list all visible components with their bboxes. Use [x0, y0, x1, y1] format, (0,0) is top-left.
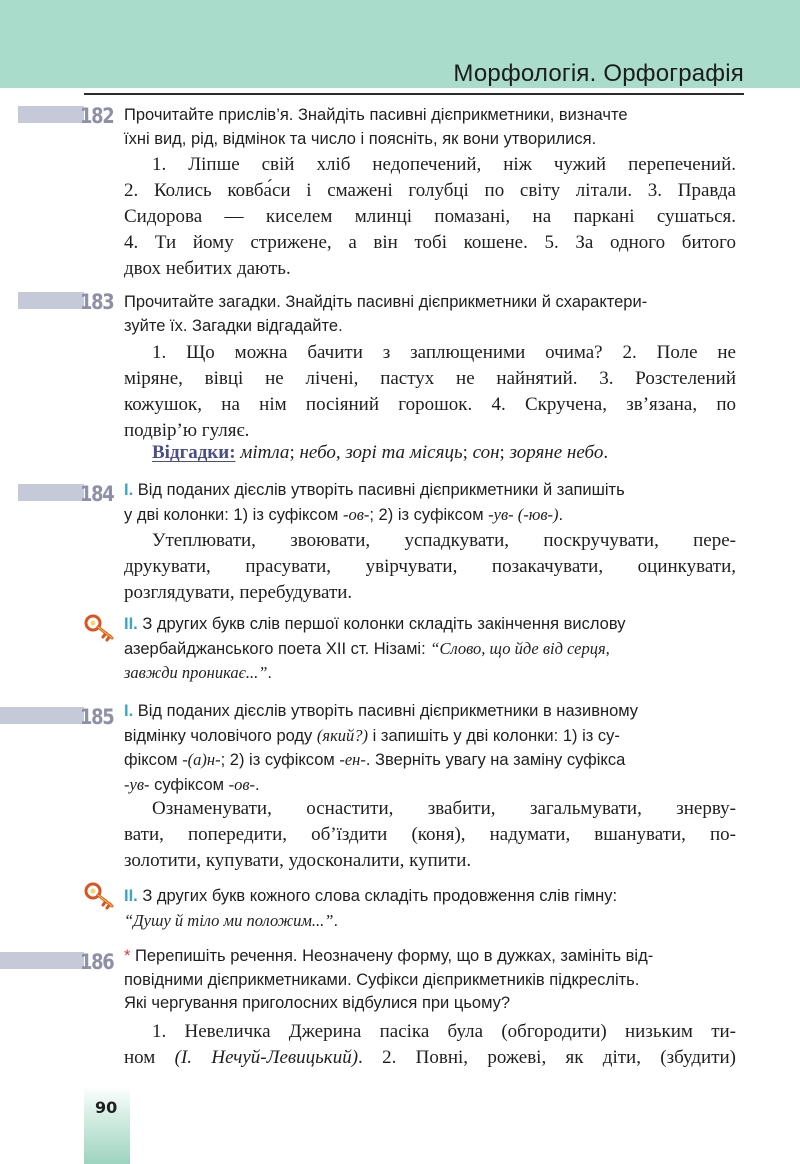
- text-line: друкувати, прасувати, увірчувати, позакачувати, оцинкувати,: [124, 556, 736, 577]
- task-line: [124, 773, 736, 798]
- task-text: ; 2) із суфіксом: [220, 751, 340, 769]
- exercise-text: [124, 1019, 736, 1071]
- text-line: міряне, вівці не лічені, пастух не найнятий. 3. Розстелений: [124, 368, 736, 389]
- exercise-marker-bar: [18, 292, 84, 309]
- part-label: I.: [124, 702, 134, 720]
- key-icon: [84, 614, 120, 644]
- text-part: . 2. Повні, рожеві, як діти, (збудити): [358, 1047, 736, 1068]
- task-text: .: [267, 664, 273, 682]
- answer-item: сон: [472, 442, 500, 463]
- answers-line: [152, 440, 736, 466]
- task-line: [124, 613, 736, 637]
- task-line: [124, 479, 736, 503]
- text-line: [124, 1045, 736, 1071]
- answer-sep: .: [603, 442, 609, 463]
- exercise-task-part2: [124, 613, 736, 686]
- exercise-marker-bar: [18, 484, 84, 501]
- exercise-number: 184: [80, 482, 114, 506]
- quote: “Душу й тіло ми положим...”: [124, 910, 334, 930]
- part-label: II.: [124, 887, 138, 905]
- text-line: 1. Що можна бачити з заплющеними очима? 2. Поле не: [152, 342, 736, 363]
- task-line: [124, 637, 736, 662]
- quote: “Слово, що йде від серця,: [430, 638, 610, 658]
- page-number: 90: [95, 1098, 118, 1117]
- task-line: [124, 748, 736, 773]
- suffix: -ув- (-юв-): [488, 504, 559, 524]
- key-icon: [84, 882, 120, 912]
- task-line: [124, 885, 736, 909]
- task-line: Прочитайте загадки. Знайдіть пасивні дієприкметники й схарактери-: [124, 293, 648, 311]
- exercise-task: [124, 945, 736, 1016]
- asterisk-mark: *: [124, 947, 131, 965]
- task-text: у дві колонки: 1) із суфіксом: [124, 505, 343, 524]
- text-part: ном: [124, 1047, 175, 1068]
- suffix: -ов-: [342, 504, 370, 524]
- exercise-marker-bar: [18, 106, 84, 123]
- author: (І. Нечуй-Левицький): [174, 1047, 359, 1068]
- task-text: відмінку чоловічого роду: [124, 726, 317, 745]
- task-text: .: [333, 911, 339, 930]
- answer-sep: ;: [499, 442, 510, 463]
- text-line: 2. Колись ковба́си і смажені голубці по світу літали. 3. Правда: [124, 180, 736, 201]
- answers-label: Відгадки:: [152, 442, 236, 463]
- exercise-task: [124, 700, 736, 797]
- task-line: зуйте їх. Загадки відгадайте.: [124, 316, 343, 335]
- part-label: I.: [124, 481, 134, 499]
- exercise-task: [124, 104, 736, 151]
- text-line: 4. Ти йому стрижене, а він тобі кошене. 5. За одного битого: [124, 232, 736, 253]
- answer-sep: ;: [289, 442, 300, 463]
- text-line: розглядувати, перебудувати.: [124, 582, 353, 603]
- exercise-task-part2: [124, 885, 736, 933]
- exercise-text: [124, 152, 736, 282]
- suffix: -ув-: [124, 774, 150, 794]
- task-line: [124, 661, 736, 686]
- text-line: 1. Невеличка Джерина пасіка була (обгородити) низьким ти-: [152, 1021, 736, 1042]
- answer-item: зоряне небо: [509, 442, 604, 463]
- page-title: Морфологія. Орфографія: [453, 60, 744, 87]
- task-text: Перепишіть речення. Неозначену форму, що в дужках, замініть від-: [135, 947, 654, 965]
- task-text: . Зверніть увагу на заміну суфікса: [365, 751, 626, 769]
- task-line: [124, 909, 736, 934]
- answer-item: небо, зорі та місяць: [299, 442, 463, 463]
- task-text: фіксом: [124, 751, 183, 769]
- exercise-text: [124, 340, 736, 444]
- text-line: золотити, купувати, удосконалити, купити.: [124, 850, 472, 871]
- task-line: Які чергування приголосних відбулися при цьому?: [124, 994, 511, 1012]
- text-line: Сидорова — киселем млинці помазані, на паркані сушаться.: [124, 206, 736, 227]
- suffix: -ов-: [228, 774, 255, 794]
- quote: завжди проникає...”: [124, 663, 268, 682]
- text-line: Утеплювати, звоювати, успадкувати, поскручувати, пере-: [152, 530, 736, 551]
- exercise-text: [124, 796, 736, 874]
- part-label: II.: [124, 615, 138, 633]
- question: (який?): [316, 725, 369, 745]
- text-line: 1. Ліпше свій хліб недопечений, ніж чужий перепечений.: [152, 154, 736, 175]
- text-line: подвір’ю гуляє.: [124, 420, 250, 441]
- task-line: Прочитайте прислів’я. Знайдіть пасивні дієприкметники, визначте: [124, 106, 628, 124]
- task-text: .: [254, 775, 260, 794]
- exercise-text: [124, 528, 736, 606]
- task-text: і запишіть у дві колонки: 1) із су-: [368, 726, 620, 745]
- exercise-number: 185: [80, 705, 114, 729]
- text-line: Ознаменувати, оснастити, звабити, загальмувати, знерву-: [152, 798, 736, 819]
- task-text: Від поданих дієслів утворіть пасивні дієприкметники в називному: [137, 702, 639, 720]
- task-text: .: [558, 505, 564, 524]
- exercise-task: [124, 291, 736, 338]
- exercise-marker-bar: [0, 952, 84, 969]
- suffix: -(а)н-: [182, 750, 221, 769]
- task-line: [124, 724, 736, 749]
- task-line: [124, 700, 736, 724]
- task-line: їхні вид, рід, відмінок та число і поясніть, як вони утворилися.: [124, 129, 597, 148]
- task-text: ; 2) із суфіксом: [369, 505, 489, 524]
- task-text: суфіксом: [149, 775, 229, 794]
- task-line: [124, 945, 736, 969]
- exercise-marker-bar: [0, 707, 84, 724]
- task-text: З других букв слів першої колонки складіть закінчення вислову: [142, 615, 626, 633]
- task-text: Від поданих дієслів утворіть пасивні дієприкметники й запишіть: [137, 481, 625, 499]
- exercise-number: 183: [80, 290, 114, 314]
- text-line: кожушок, на нім посіяний горошок. 4. Скручена, зв’язана, по: [124, 394, 736, 415]
- answer-sep: ;: [462, 442, 473, 463]
- task-line: повідними дієприкметниками. Суфікси дієприкметників підкресліть.: [124, 970, 640, 989]
- exercise-task: [124, 479, 736, 527]
- exercise-number: 182: [80, 104, 114, 128]
- task-text: З других букв кожного слова складіть продовження слів гімну:: [142, 887, 618, 905]
- text-line: вати, попередити, об’їздити (коня), надумати, вшанувати, по-: [124, 824, 736, 845]
- exercise-number: 186: [80, 950, 114, 974]
- task-text: азербайджанського поета XII ст. Нізамі:: [124, 639, 431, 658]
- task-line: [124, 503, 736, 528]
- text-line: двох небитих дають.: [124, 258, 291, 279]
- header-divider: [84, 93, 744, 95]
- suffix: -ен-: [339, 750, 366, 769]
- answer-item: мітла: [240, 442, 290, 463]
